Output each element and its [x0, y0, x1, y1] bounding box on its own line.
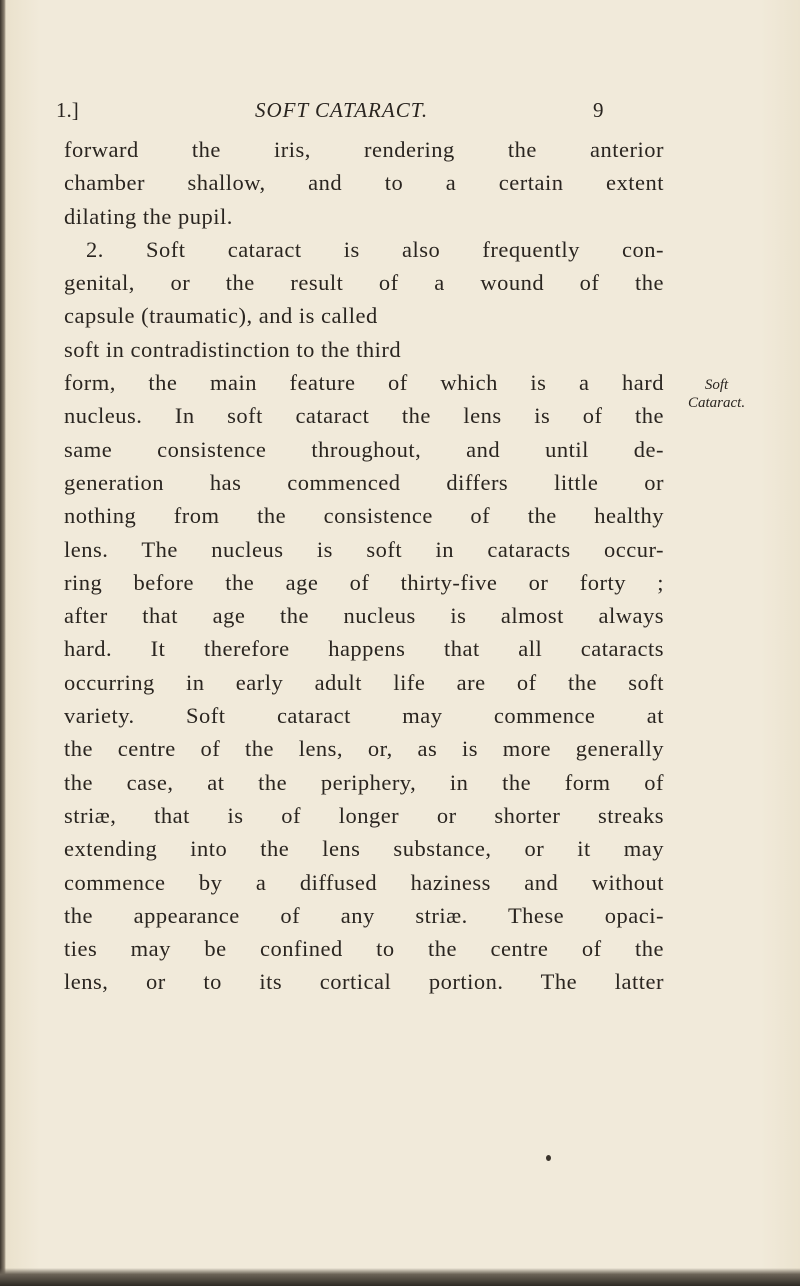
text-line: form, the main feature of which is a hard [64, 370, 664, 396]
text-line: ring before the age of thirty-five or forty ; [64, 569, 664, 595]
text-line: the centre of the lens, or, as is more generally [64, 736, 664, 762]
text-line: the case, at the periphery, in the form of [64, 769, 664, 795]
text-line: generation has commenced differs little or [64, 469, 664, 495]
text-line: same consistence throughout, and until de- [64, 436, 664, 462]
page-number: 9 [593, 98, 604, 122]
text-line: variety. Soft cataract may commence at [64, 703, 664, 729]
text-line: commence by a diffused haziness and without [64, 869, 664, 895]
text-line: dilating the pupil. [64, 203, 233, 229]
text-line: occurring in early adult life are of the soft [64, 669, 664, 695]
text-line: the appearance of any striæ. These opaci- [64, 902, 664, 928]
text-line: nothing from the consistence of the healthy [64, 503, 664, 529]
running-title: SOFT CATARACT. [255, 98, 429, 122]
marginal-note-line: Soft [704, 377, 729, 393]
text-line: ties may be confined to the centre of the [64, 936, 664, 962]
section-marker: 1.] [56, 98, 79, 122]
marginal-note [688, 376, 745, 412]
body-text [64, 133, 664, 999]
text-line: lens, or to its cortical portion. The latter [64, 969, 664, 995]
text-line: lens. The nucleus is soft in cataracts occur- [64, 536, 664, 562]
text-line: striæ, that is of longer or shorter streaks [64, 802, 664, 828]
page-bottom-edge [0, 1268, 800, 1286]
running-header [0, 98, 800, 128]
text-line: capsule (traumatic), and is called [64, 303, 378, 329]
text-line: hard. It therefore happens that all cataracts [64, 636, 664, 662]
text-line: after that age the nucleus is almost always [64, 603, 664, 629]
page-left-edge [0, 0, 6, 1286]
text-line: genital, or the result of a wound of the [64, 270, 664, 296]
text-line: soft in contradistinction to the third [64, 336, 402, 362]
text-line: chamber shallow, and to a certain extent [64, 170, 664, 196]
marginal-note-line: Cataract. [688, 395, 746, 411]
text-line: extending into the lens substance, or it may [64, 836, 664, 862]
ink-speck [546, 1155, 551, 1161]
text-line: nucleus. In soft cataract the lens is of the [64, 403, 664, 429]
text-line: 2. Soft cataract is also frequently con- [86, 236, 664, 262]
text-line: forward the iris, rendering the anterior [64, 137, 664, 162]
